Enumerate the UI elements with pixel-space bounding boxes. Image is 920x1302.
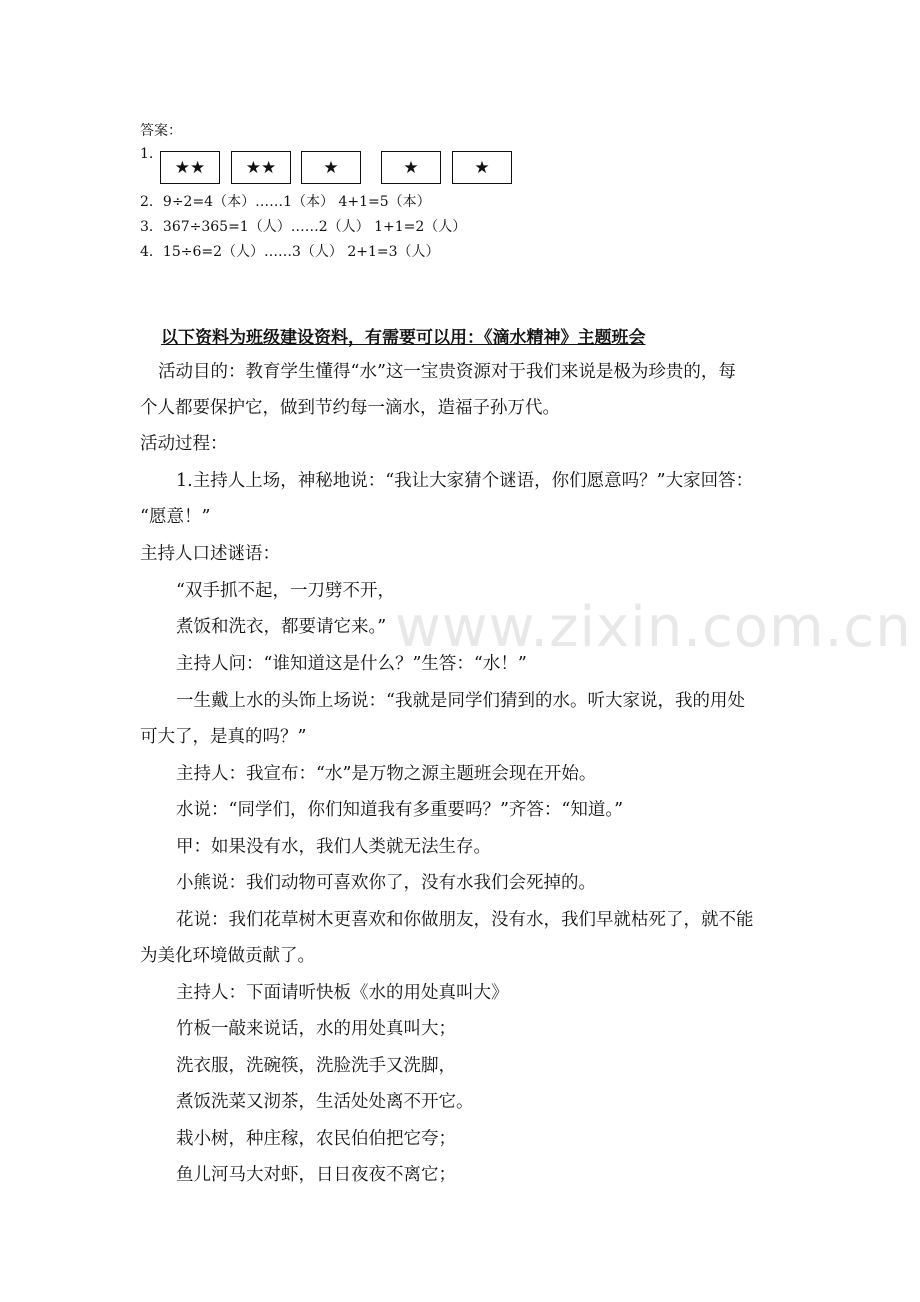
answer-4: 4．15÷6=2（人）……3（人） 2+1=3（人） [140, 244, 440, 260]
kuaiban-line-2: 洗衣服，洗碗筷，洗脸洗手又洗脚， [176, 1056, 456, 1076]
riddle-line-2: 煮饭和洗衣，都要请它来。” [176, 617, 387, 637]
star-box-5: ★ [452, 151, 512, 184]
para-a-says: 甲：如果没有水，我们人类就无法生存。 [176, 837, 491, 857]
kuaiban-line-1: 竹板一敲来说话，水的用处真叫大； [176, 1019, 456, 1039]
para-host-kuaiban: 主持人：下面请听快板《水的用处真叫大》 [176, 983, 509, 1003]
para-purpose-cont: 个人都要保护它，做到节约每一滴水，造福子孙万代。 [140, 398, 560, 418]
star-box-4: ★ [381, 151, 441, 184]
para-process-label: 活动过程： [140, 434, 228, 454]
answers-heading: 答案： [140, 123, 182, 139]
para-water-enter-cont: 可大了，是真的吗？” [140, 727, 307, 747]
star-box-1: ★★ [160, 151, 220, 184]
kuaiban-line-3: 煮饭洗菜又沏茶，生活处处离不开它。 [176, 1092, 474, 1112]
watermark: www.zixin.com.cn [395, 595, 912, 660]
para-flower-says: 花说：我们花草树木更喜欢和你做朋友，没有水，我们早就枯死了，就不能 [176, 910, 754, 930]
para-host-announce: 主持人：我宣布：“水”是万物之源主题班会现在开始。 [176, 764, 597, 784]
answer-3: 3．367÷365=1（人）……2（人） 1+1=2（人） [140, 219, 467, 235]
para-host-enter: 1.主持人上场，神秘地说：“我让大家猜个谜语，你们愿意吗？”大家回答： [176, 471, 754, 491]
para-riddle-label: 主持人口述谜语： [140, 544, 280, 564]
para-water-says: 水说：“同学们，你们知道我有多重要吗？”齐答：“知道。” [176, 800, 624, 820]
para-water-enter: 一生戴上水的头饰上场说：“我就是同学们猜到的水。听大家说，我的用处 [176, 691, 745, 711]
kuaiban-line-4: 栽小树，种庄稼，农民伯伯把它夸； [176, 1129, 456, 1149]
riddle-line-1: “双手抓不起，一刀劈不开， [176, 581, 395, 601]
q1-label: 1. [140, 146, 154, 162]
star-box-2: ★★ [231, 151, 291, 184]
star-box-3: ★ [301, 151, 361, 184]
meeting-title: 以下资料为班级建设资料，有需要可以用：《滴水精神》主题班会 [161, 328, 646, 348]
para-host-enter-cont: “愿意！” [140, 507, 211, 527]
answer-2: 2．9÷2=4（本）……1（本） 4+1=5（本） [140, 194, 431, 210]
kuaiban-line-5: 鱼儿河马大对虾，日日夜夜不离它； [176, 1165, 456, 1185]
para-flower-says-cont: 为美化环境做贡献了。 [140, 946, 315, 966]
para-host-ask: 主持人问：“谁知道这是什么？”生答：“水！” [176, 654, 527, 674]
para-bear-says: 小熊说：我们动物可喜欢你了，没有水我们会死掉的。 [176, 873, 596, 893]
para-purpose: 活动目的：教育学生懂得“水”这一宝贵资源对于我们来说是极为珍贵的，每 [158, 362, 736, 382]
